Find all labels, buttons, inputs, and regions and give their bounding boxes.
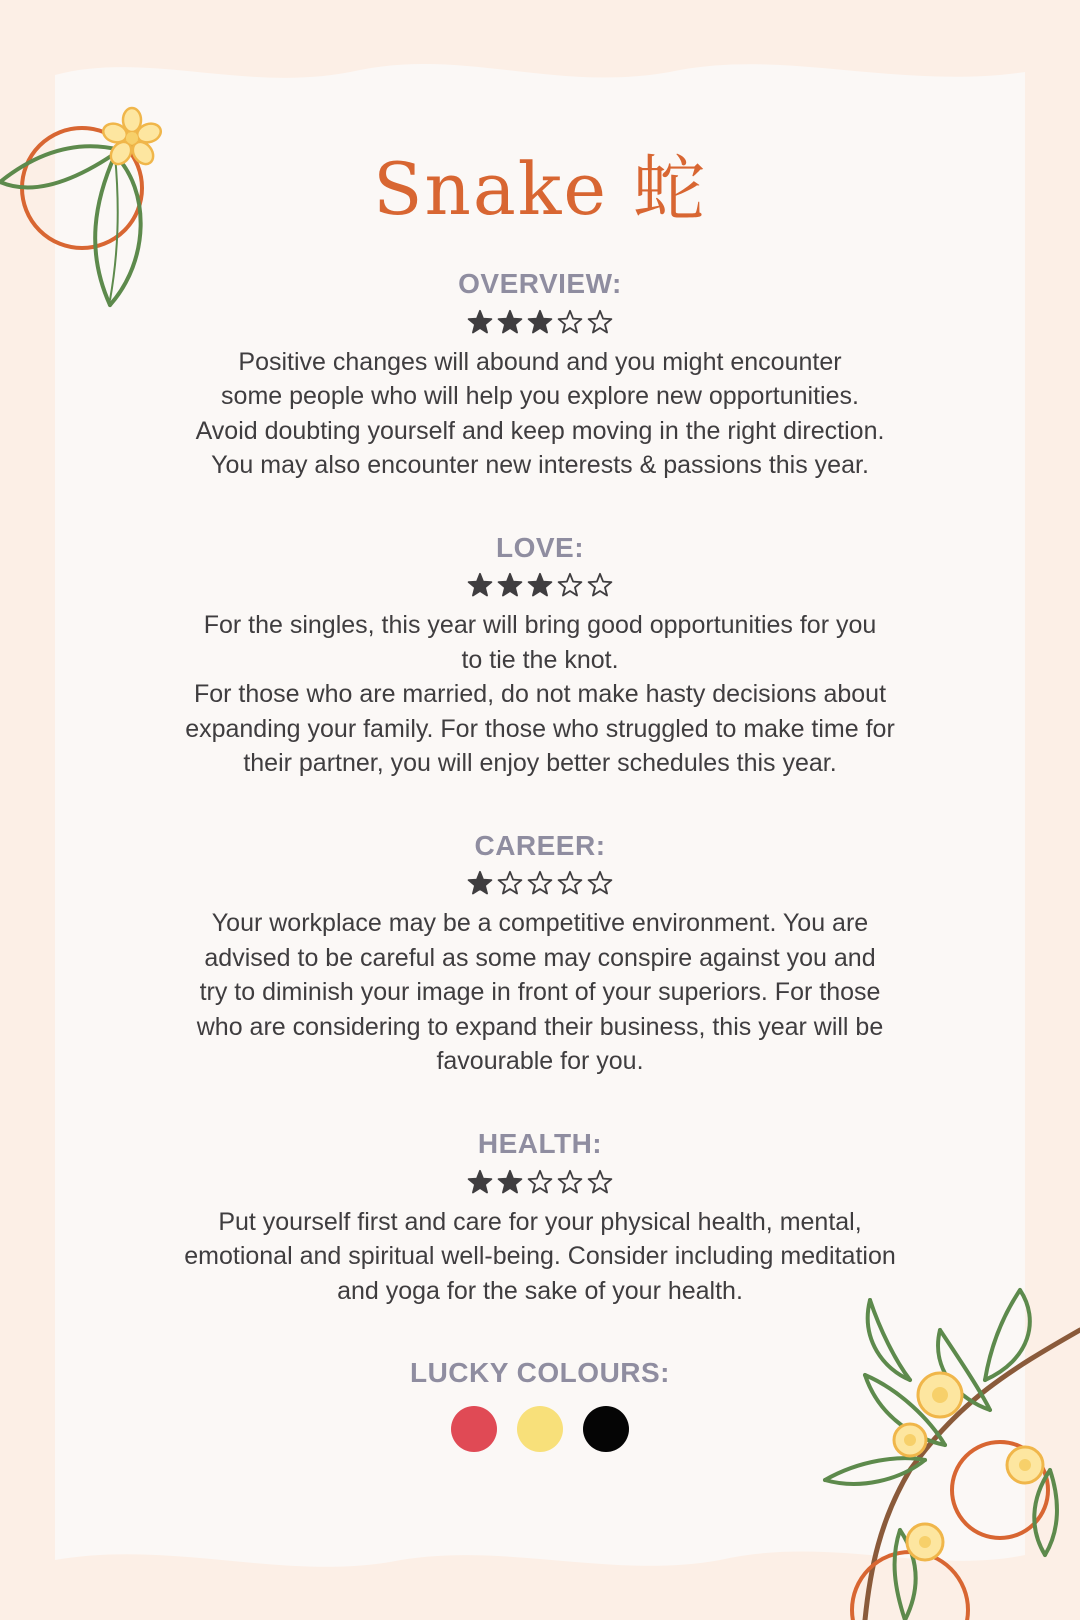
star-rating xyxy=(90,870,990,896)
section-text: For the singles, this year will bring good opportunities for you to tie the knot. For those who are married, do not make hasty decisions about expanding your family. For those who struggled to make time for their partner, you will enjoy better schedules this year. xyxy=(185,611,895,778)
section-lucky-colours xyxy=(90,1356,990,1452)
section-love xyxy=(90,531,990,781)
star-empty-icon xyxy=(557,870,583,896)
blossom-3 xyxy=(1007,1447,1043,1483)
star-empty-icon xyxy=(557,572,583,598)
blossom-4 xyxy=(907,1524,943,1560)
star-empty-icon xyxy=(587,870,613,896)
star-empty-icon xyxy=(527,870,553,896)
star-empty-icon xyxy=(497,870,523,896)
star-filled-icon xyxy=(497,1169,523,1195)
star-filled-icon xyxy=(467,870,493,896)
star-filled-icon xyxy=(497,572,523,598)
star-empty-icon xyxy=(557,309,583,335)
lucky-colour-swatches xyxy=(90,1406,990,1452)
star-rating xyxy=(90,1169,990,1195)
star-filled-icon xyxy=(467,309,493,335)
section-text: Put yourself first and care for your physical health, mental, emotional and spiritual well-being. Consider including meditation and yoga for the sake of your health. xyxy=(184,1207,896,1305)
star-filled-icon xyxy=(527,572,553,598)
section-overview xyxy=(90,267,990,483)
star-filled-icon xyxy=(467,1169,493,1195)
star-rating xyxy=(90,309,990,335)
lucky-colour-swatch-3 xyxy=(583,1406,629,1452)
star-empty-icon xyxy=(557,1169,583,1195)
zodiac-title: Snake 蛇 xyxy=(373,147,707,231)
lucky-colour-swatch-1 xyxy=(451,1406,497,1452)
star-filled-icon xyxy=(527,309,553,335)
section-heading: LUCKY COLOURS: xyxy=(409,1357,671,1389)
section-health xyxy=(90,1127,990,1308)
star-empty-icon xyxy=(587,1169,613,1195)
star-empty-icon xyxy=(587,572,613,598)
star-filled-icon xyxy=(467,572,493,598)
star-empty-icon xyxy=(587,309,613,335)
section-heading: CAREER: xyxy=(474,829,606,861)
star-empty-icon xyxy=(527,1169,553,1195)
lucky-colour-swatch-2 xyxy=(517,1406,563,1452)
section-text: Your workplace may be a competitive environment. You are advised to be careful as some may conspire against you and try to diminish your image in front of your superiors. For those who are considering to expand their business, this year will be favourable for you. xyxy=(196,909,884,1076)
horoscope-content xyxy=(90,147,990,1500)
section-heading: OVERVIEW: xyxy=(458,268,622,300)
section-heading: LOVE: xyxy=(495,531,585,563)
section-career xyxy=(90,829,990,1079)
star-rating xyxy=(90,572,990,598)
section-heading: HEALTH: xyxy=(477,1127,603,1159)
star-filled-icon xyxy=(497,309,523,335)
section-text: Positive changes will abound and you might encounter some people who will help you explore new opportunities. Avoid doubting yourself and keep moving in the right direction. You may also encounter new interests & passions this year. xyxy=(195,347,885,480)
